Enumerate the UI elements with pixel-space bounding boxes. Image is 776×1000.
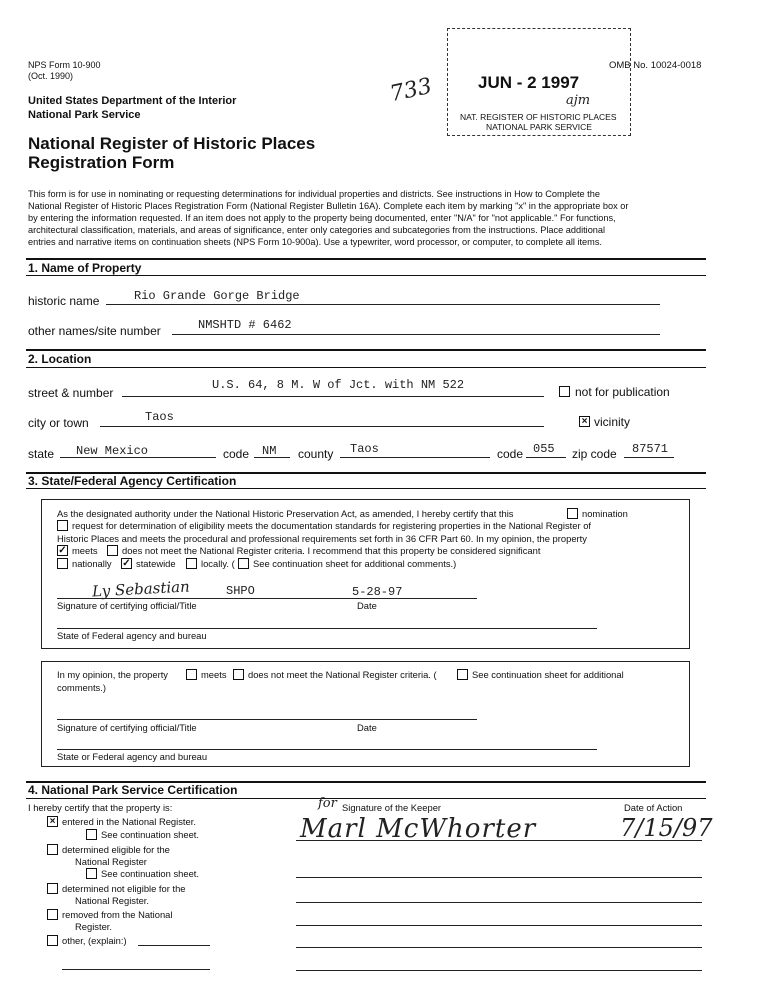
- zip-line: [624, 457, 674, 458]
- option-entered: entered in the National Register.: [62, 816, 196, 827]
- keeper-line-3: [296, 902, 702, 903]
- cert-meets: meets: [72, 545, 98, 556]
- statewide-label: statewide: [136, 558, 176, 569]
- other-line-2: [62, 969, 210, 970]
- receipt-stamp: [447, 28, 631, 136]
- state-value[interactable]: New Mexico: [76, 444, 149, 458]
- other-names-line: [172, 334, 660, 335]
- not-eligible-checkbox[interactable]: [47, 883, 58, 894]
- nomination-checkbox[interactable]: [567, 508, 578, 519]
- historic-name-label: historic name: [28, 294, 100, 308]
- omb-number: OMB No. 10024-0018: [609, 60, 702, 71]
- stamp-line2: NATIONAL PARK SERVICE: [486, 122, 592, 132]
- handwritten-number: 733: [387, 73, 435, 108]
- opinion-date-label: Date: [357, 722, 377, 733]
- county-code-line: [526, 457, 566, 458]
- opinion-line-2: comments.): [57, 682, 106, 693]
- cert-line-3: Historic Places and meets the procedural and professional requirements set forth in 36 CFR Part 60. In my opinion, the property: [57, 533, 587, 544]
- opinion-see-checkbox[interactable]: [457, 669, 468, 680]
- section3-rule-bottom: [26, 488, 706, 489]
- opinion-see: See continuation sheet for additional: [472, 669, 624, 680]
- city-value[interactable]: Taos: [145, 410, 174, 424]
- section1-rule: [26, 258, 706, 260]
- option-not-eligible-2: National Register.: [75, 895, 149, 906]
- section1-heading: 1. Name of Property: [28, 261, 142, 275]
- state-line: [60, 457, 216, 458]
- keeper-line-4: [296, 925, 702, 926]
- county-value[interactable]: Taos: [350, 442, 379, 456]
- opinion-line-1: In my opinion, the property: [57, 669, 168, 680]
- zip-label: zip code: [572, 447, 617, 461]
- action-date: 7/15/97: [620, 814, 713, 842]
- not-for-publication-checkbox[interactable]: [559, 386, 570, 397]
- instructions-line-4: architectural classification, materials, and areas of significance, enter only categories and subcategories from the instructions. Place additional: [28, 225, 606, 235]
- city-label: city or town: [28, 416, 89, 430]
- see-continuation-checkbox[interactable]: [238, 558, 249, 569]
- form-subtitle: Registration Form: [28, 153, 175, 172]
- vicinity-label: vicinity: [594, 415, 631, 429]
- city-line: [100, 426, 544, 427]
- nationally-label: nationally: [72, 558, 112, 569]
- county-line: [340, 457, 490, 458]
- eligible-checkbox[interactable]: [47, 844, 58, 855]
- see-continuation-label: See continuation sheet for additional comments.): [253, 558, 457, 569]
- eligible-see-checkbox[interactable]: [86, 868, 97, 879]
- opinion-agency-label: State or Federal agency and bureau: [57, 751, 208, 762]
- shpo-signature: Ly Sebastian: [91, 577, 191, 601]
- does-not-meet-checkbox[interactable]: [107, 545, 118, 556]
- shpo-signature-label: Signature of certifying official/Title: [57, 600, 197, 611]
- form-title: National Register of Historic Places: [28, 134, 316, 153]
- zip-value[interactable]: 87571: [632, 442, 669, 456]
- vicinity-checkbox[interactable]: ×: [579, 416, 590, 427]
- option-removed: removed from the National: [62, 909, 173, 920]
- statewide-checkbox[interactable]: ✓: [122, 558, 131, 569]
- cert-line-1: As the designated authority under the National Historic Preservation Act, as amended, I hereby certify that this: [57, 508, 514, 519]
- shpo-signature-line: [57, 598, 477, 599]
- certify-label: I hereby certify that the property is:: [28, 802, 173, 813]
- other-names-value[interactable]: NMSHTD # 6462: [198, 318, 292, 332]
- keeper-line-5: [296, 947, 702, 948]
- historic-name-value[interactable]: Rio Grande Gorge Bridge: [134, 289, 300, 303]
- eligible-see-label: See continuation sheet.: [101, 868, 199, 879]
- state-label: state: [28, 447, 55, 461]
- instructions-line-5: entries and narrative items on continuation sheets (NPS Form 10-900a). Use a typewriter, word processor, or computer, to complete all items.: [28, 237, 602, 247]
- locally-checkbox[interactable]: [186, 558, 197, 569]
- opinion-signature-line: [57, 719, 477, 720]
- opinion-not: does not meet the National Register criteria. (: [248, 669, 437, 680]
- department-name: United States Department of the Interior: [28, 95, 237, 107]
- street-value[interactable]: U.S. 64, 8 M. W of Jct. with NM 522: [212, 378, 465, 392]
- street-line: [122, 396, 544, 397]
- nationally-checkbox[interactable]: [57, 558, 68, 569]
- keeper-line-1: [296, 840, 702, 841]
- section4-heading: 4. National Park Service Certification: [28, 783, 238, 797]
- instructions-line-3: by entering the information requested. If an item does not apply to the property being documented, enter "N/A" for "not applicable." For functions,: [28, 213, 616, 223]
- opinion-signature-label: Signature of certifying official/Title: [57, 722, 197, 733]
- meets-checkbox[interactable]: ✓: [58, 545, 67, 556]
- other-names-label: other names/site number: [28, 324, 161, 338]
- county-code-label: code: [497, 447, 524, 461]
- agency-line: [57, 628, 597, 629]
- option-eligible-2: National Register: [75, 856, 147, 867]
- historic-name-line: [106, 304, 660, 305]
- other-line: [138, 945, 210, 946]
- street-label: street & number: [28, 386, 114, 400]
- keeper-signature: Marl McWhorter: [300, 814, 537, 844]
- keeper-for: for: [318, 796, 337, 811]
- section4-rule-bottom: [26, 798, 706, 799]
- shpo-date: 5-28-97: [352, 585, 403, 599]
- option-removed-2: Register.: [75, 921, 112, 932]
- section2-heading: 2. Location: [28, 352, 92, 366]
- section3-heading: 3. State/Federal Agency Certification: [28, 474, 237, 488]
- option-other: other, (explain:): [62, 935, 127, 946]
- form-date: (Oct. 1990): [28, 71, 74, 81]
- opinion-meets: meets: [201, 669, 227, 680]
- form-number: NPS Form 10-900: [28, 60, 101, 70]
- stamp-initials: ajm: [566, 93, 591, 108]
- entered-see-checkbox[interactable]: [86, 829, 97, 840]
- entered-see-label: See continuation sheet.: [101, 829, 199, 840]
- stamp-date: JUN - 2 1997: [478, 73, 580, 92]
- stamp-line1: NAT. REGISTER OF HISTORIC PLACES: [460, 112, 617, 122]
- option-eligible: determined eligible for the: [62, 844, 170, 855]
- removed-checkbox[interactable]: [47, 909, 58, 920]
- cert-line-2: request for determination of eligibility meets the documentation standards for registering properties in the National Register of: [72, 520, 592, 531]
- state-code-label: code: [223, 447, 250, 461]
- section1-rule-bottom: [26, 275, 706, 276]
- entered-checkbox[interactable]: ×: [47, 816, 58, 827]
- shpo-date-label: Date: [357, 600, 377, 611]
- opinion-agency-line: [57, 749, 597, 750]
- other-checkbox[interactable]: [47, 935, 58, 946]
- county-code-value[interactable]: 055: [533, 442, 555, 456]
- instructions-line-2: National Register of Historic Places Registration Form (National Register Bulletin 16A). Complete each item by marking "x" in the appropriate box or: [28, 201, 629, 211]
- opinion-not-checkbox[interactable]: [233, 669, 244, 680]
- request-checkbox[interactable]: [57, 520, 68, 531]
- not-for-publication-label: not for publication: [575, 385, 670, 399]
- keeper-signature-label: Signature of the Keeper: [342, 802, 442, 813]
- cert-nomination: nomination: [582, 508, 628, 519]
- state-code-value[interactable]: NM: [262, 444, 277, 458]
- shpo-title: SHPO: [226, 584, 255, 598]
- service-name: National Park Service: [28, 109, 141, 121]
- option-not-eligible: determined not eligible for the: [62, 883, 186, 894]
- keeper-line-2: [296, 877, 702, 878]
- instructions-line-1: This form is for use in nominating or requesting determinations for individual properties and districts. See instructions in How to Complete the: [28, 189, 600, 199]
- cert-not-meet: does not meet the National Register criteria. I recommend that this property be considered significant: [122, 545, 541, 556]
- section2-rule: [26, 349, 706, 351]
- keeper-line-6: [296, 970, 702, 971]
- date-of-action-label: Date of Action: [624, 802, 683, 813]
- state-code-line: [254, 457, 290, 458]
- locally-label: locally. (: [201, 558, 235, 569]
- county-label: county: [298, 447, 334, 461]
- agency-label: State of Federal agency and bureau: [57, 630, 207, 641]
- section2-rule-bottom: [26, 367, 706, 368]
- opinion-meets-checkbox[interactable]: [186, 669, 197, 680]
